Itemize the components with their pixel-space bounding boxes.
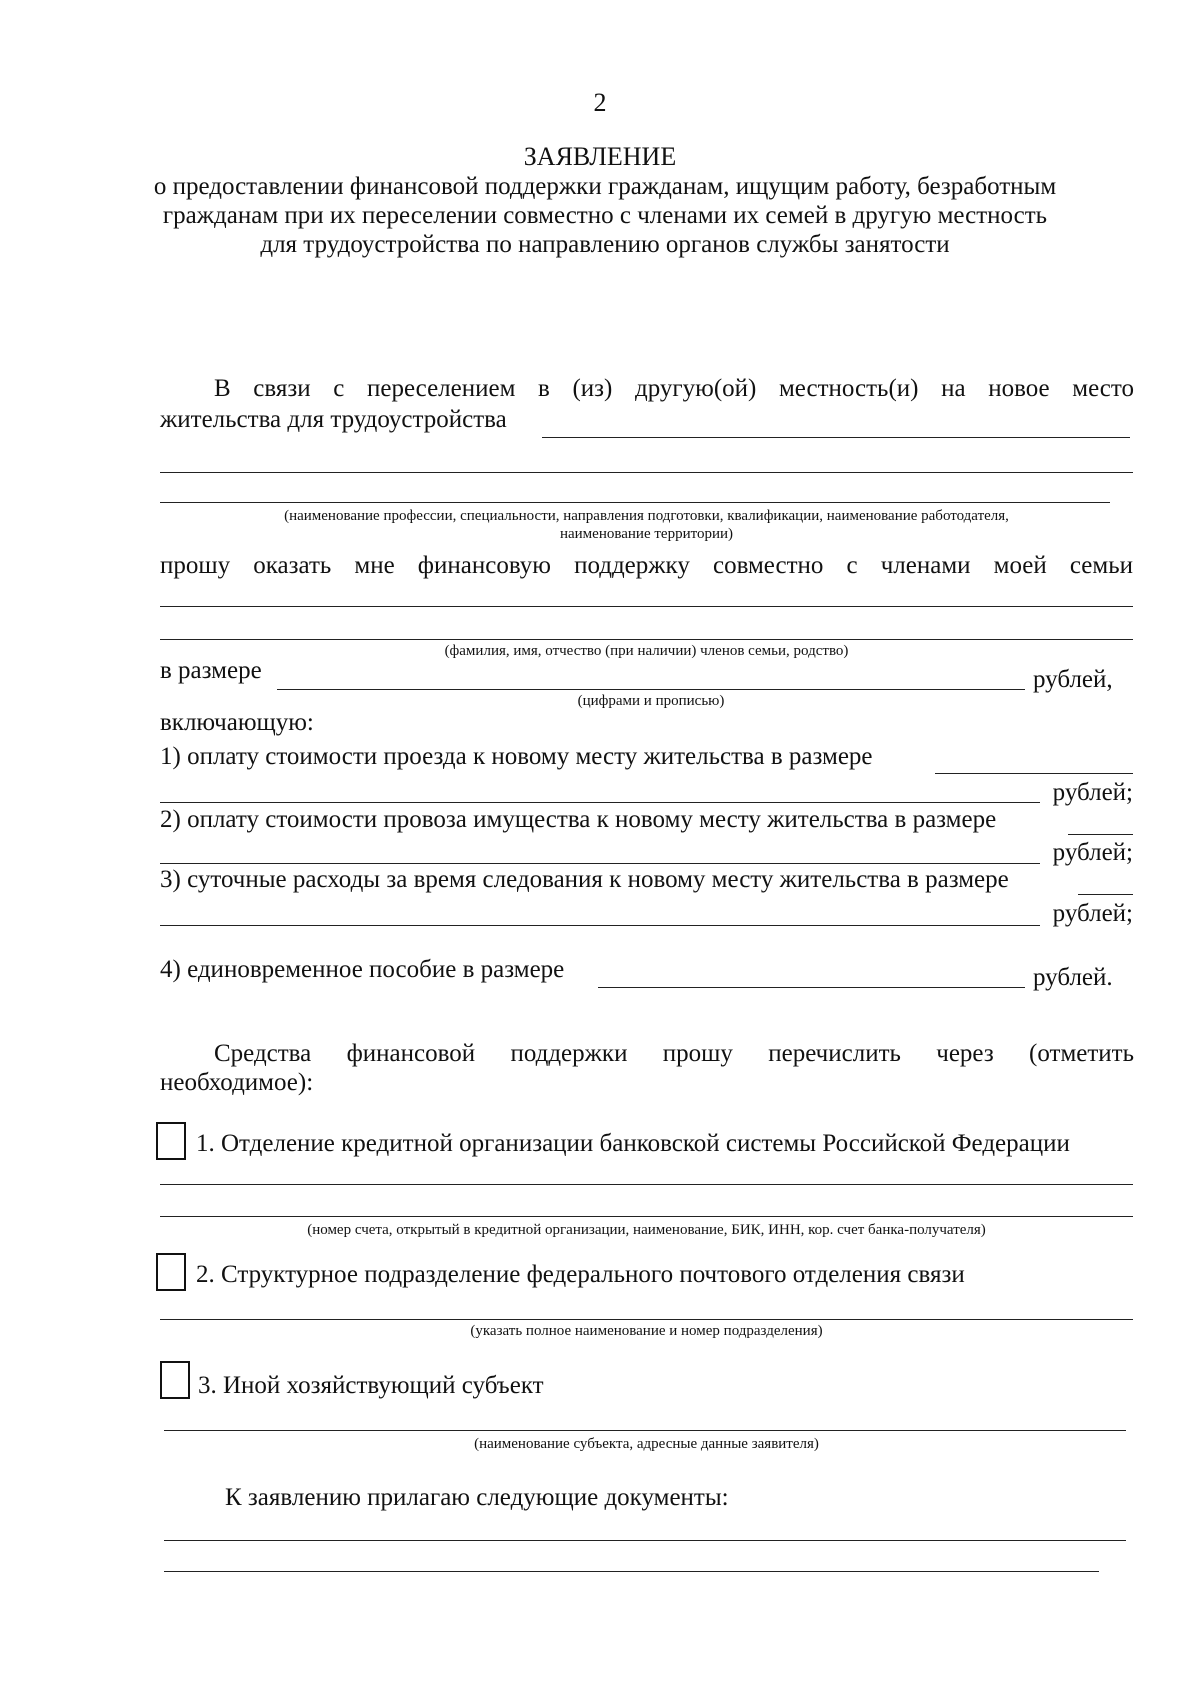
document-title: ЗАЯВЛЕНИЕ — [523, 142, 677, 171]
caption-option-1: (номер счета, открытый в кредитной организации, наименование, БИК, ИНН, кор. счет банка-получателя) — [307, 1222, 986, 1238]
option-3-checkbox[interactable] — [160, 1361, 190, 1399]
including-label: включающую: — [160, 709, 314, 736]
fill-line-family-2[interactable] — [160, 639, 1133, 640]
fill-line-option-1a[interactable] — [160, 1184, 1133, 1185]
caption-profession-line-1: (наименование профессии, специальности, направления подготовки, квалификации, наименование работодателя, — [284, 508, 1009, 524]
fill-line-option-2[interactable] — [160, 1319, 1133, 1320]
amount-label: в размере — [160, 657, 262, 684]
fill-line-family-1[interactable] — [160, 606, 1133, 607]
fill-line-option-1b[interactable] — [160, 1216, 1133, 1217]
subtitle-line-1: о предоставлении финансовой поддержки гражданам, ищущим работу, безработным — [153, 173, 1057, 200]
option-3-label: 3. Иной хозяйствующий субъект — [198, 1372, 544, 1399]
intro-line-2: жительства для трудоустройства — [160, 406, 507, 433]
option-2-label: 2. Структурное подразделение федерального почтового отделения связи — [196, 1261, 965, 1288]
item-1-text: 1) оплату стоимости проезда к новому месту жительства в размере — [160, 743, 873, 770]
option-1-label: 1. Отделение кредитной организации банковской системы Российской Федерации — [196, 1130, 1070, 1157]
fill-line-item-3a[interactable] — [1078, 894, 1133, 895]
caption-profession-line-2: наименование территории) — [559, 526, 734, 542]
fill-line-destination-2[interactable] — [160, 472, 1133, 473]
fill-line-destination[interactable] — [542, 437, 1130, 438]
attachments-label: К заявлению прилагаю следующие документы: — [225, 1484, 729, 1511]
transfer-line-2: необходимое): — [160, 1069, 314, 1096]
page-number: 2 — [593, 88, 607, 117]
fill-line-option-3[interactable] — [164, 1430, 1126, 1431]
fill-line-item-3b[interactable] — [160, 925, 1040, 926]
fill-line-amount[interactable] — [277, 689, 1025, 690]
request-line: прошу оказать мне финансовую поддержку совместно с членами моей семьи — [160, 552, 1133, 579]
item-4-unit: рублей. — [1033, 964, 1113, 991]
option-1-checkbox[interactable] — [156, 1122, 186, 1160]
fill-line-item-2b[interactable] — [160, 863, 1040, 864]
item-3-unit: рублей; — [1052, 900, 1133, 927]
item-2-unit: рублей; — [1052, 839, 1133, 866]
caption-option-2: (указать полное наименование и номер подразделения) — [470, 1323, 823, 1339]
amount-unit: рублей, — [1033, 666, 1113, 693]
item-4-text: 4) единовременное пособие в размере — [160, 956, 565, 983]
subtitle-line-2: гражданам при их переселении совместно с членами их семей в другую местность — [162, 202, 1048, 229]
transfer-line-1: Средства финансовой поддержки прошу перечислить через (отметить — [214, 1040, 1134, 1067]
fill-line-destination-3[interactable] — [160, 502, 1110, 503]
fill-line-item-1a[interactable] — [935, 773, 1133, 774]
fill-line-attachments-1[interactable] — [164, 1540, 1126, 1541]
caption-amount: (цифрами и прописью) — [577, 693, 725, 709]
subtitle-line-3: для трудоустройства по направлению органов службы занятости — [260, 231, 950, 258]
fill-line-attachments-2[interactable] — [164, 1571, 1099, 1572]
caption-family: (фамилия, имя, отчество (при наличии) членов семьи, родство) — [444, 643, 849, 659]
fill-line-item-2a[interactable] — [1068, 834, 1133, 835]
caption-option-3: (наименование субъекта, адресные данные заявителя) — [474, 1436, 819, 1452]
fill-line-item-1b[interactable] — [160, 802, 1040, 803]
intro-line-1: В связи с переселением в (из) другую(ой) местность(и) на новое место — [214, 375, 1134, 402]
item-2-text: 2) оплату стоимости провоза имущества к новому месту жительства в размере — [160, 806, 997, 833]
item-1-unit: рублей; — [1052, 779, 1133, 806]
item-3-text: 3) суточные расходы за время следования к новому месту жительства в размере — [160, 866, 1009, 893]
option-2-checkbox[interactable] — [156, 1253, 186, 1291]
fill-line-item-4[interactable] — [598, 987, 1025, 988]
